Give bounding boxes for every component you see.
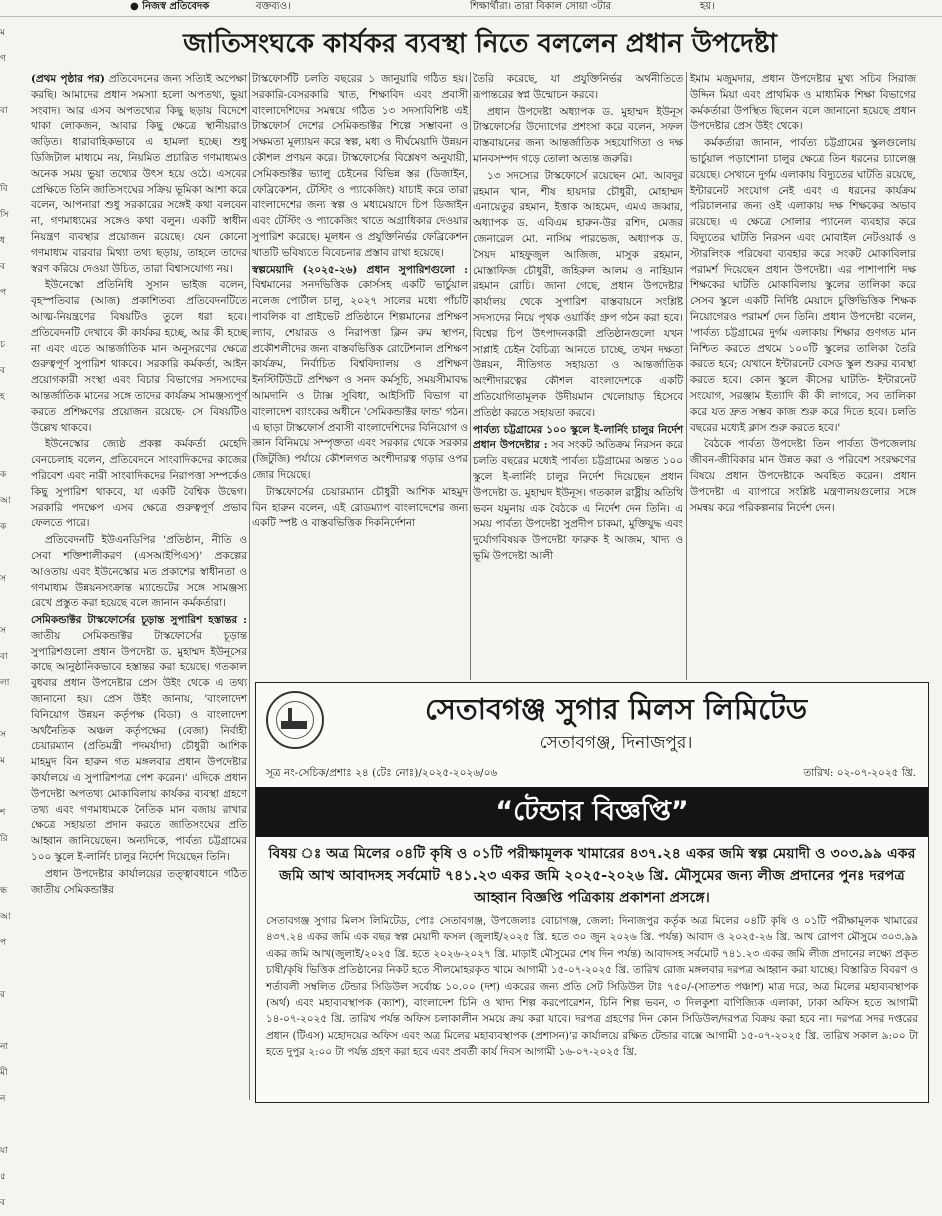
- paragraph: সেমিকন্ডাক্টর টাস্কফোর্সের চূড়ান্ত সুপারিশ হস্তান্তর : জাতীয় সেমিকন্ডাক্টর টাস্কফোর্সের চূড়ান্ত সুপারিশগুলো প্রধান উপদেষ্টা ড. মুহাম্মদ ইউনূসের কাছে আনুষ্ঠানিকভাবে হস্তান্তর করা হয়েছে। গতকাল বুধবার প্রধান উপদেষ্টার প্রেস উইং থেকে এ তথ্য জানানো হয়। প্রেস উইং জানায়, 'বাংলাদেশ বিনিয়োগ উন্নয়ন কর্তৃপক্ষ (বিডা) ও বাংলাদেশ অর্থনৈতিক অঞ্চল কর্তৃপক্ষের (বেজা) নির্বাহী চেয়ারম্যান (প্রতিমন্ত্রী পদমর্যাদা) চৌধুরী আশিক মাহমুদ বিন হারুন গত মঙ্গলবার প্রধান উপদেষ্টার কার্যালয়ে এ সুপারিশপত্র পেশ করেন।' এদিকে প্রধান উপদেষ্টা অপতথ্য মোকাবিলায় কার্যকর ব্যবস্থা গ্রহণে তথ্য এবং গণমাধ্যমকে নৈতিক মান বজায় রাখার ক্ষেত্রে সহায়তা প্রদান করতে জাতিসংঘের প্রতি আহ্বান জানিয়েছেন। অন্যদিকে, পার্বত্য চট্টগ্রামের ১০০ স্কুলে ই-লার্নিং চালুর নির্দেশ দিয়েছেন তিনি।: [31, 614, 247, 864]
- subheading: স্বল্পমেয়াদি (২০২৫-২৬) প্রধান সুপারিশগুলো :: [252, 263, 468, 276]
- subheading: পার্বত্য চট্টগ্রামের ১০০ স্কুলে ই-লার্নিং চালুর নির্দেশ প্রধান উপদেষ্টার :: [473, 423, 683, 452]
- paragraph: স্বল্পমেয়াদি (২০২৫-২৬) প্রধান সুপারিশগুলো : বিশ্বমানের সনদভিত্তিক কোর্সসহ একটি ভার্চুয়াল নলেজ পোর্টাল চালু, ২০২৭ সালের মধ্যে পাঁচটি পাবলিক বা প্রাইভেট প্রতিষ্ঠানে শিল্পমানের প্রশিক্ষণ ল্যাব, শেয়ারড ও নিরাপত্তা ক্লিন রুম স্থাপন, প্রকৌশলীদের জন্য বাস্তবভিত্তিক রোটেশনাল প্রশিক্ষণ কার্যক্রম, নির্বাচিত বিশ্ববিদ্যালয় ও প্রশিক্ষণ ইনস্টিটিউটে প্রশিক্ষণ ও সনদ কর্মসূচি, সময়সীমাবদ্ধ আমদানি ও ট্যাক্স সুবিধা, আইসিটি বিভাগ বা বাংলাদেশ ব্যাংকের অধীনে 'সেমিকন্ডাক্টর ফান্ড' গঠন। এ ছাড়া টাস্কফোর্স প্রবাসী বাংলাদেশিদের বিনিয়োগ ও জ্ঞান বিনিময়ে সম্পৃক্ততা এবং সরকার থেকে সরকার (জিটুজি) পর্যায়ে কৌশলগত অংশীদারত্ব গড়ার ওপর জোর দিয়েছে।: [252, 263, 468, 481]
- ad-body-text: সেতাবগঞ্জ সুগার মিলস লিমিটেড, পোঃ সেতাবগঞ্জ, উপজেলাঃ বোচাগঞ্জ, জেলা: দিনাজপুর কর্তৃক অত্র মিলের ০৪টি কৃষি ও ০১টি পরীক্ষামূলক খামারের ৪৩৭.২৪ একর জমি এক বছর স্বল্প মেয়াদী ফসল (জুলাই/২০২৫ খ্রি. হতে ৩০ জুন ২০২৬ খ্রি. পর্যন্ত) আবাদ ও ২০২৫-২৬ খ্রি. আখ রোপণ মৌসুমে ৩০৩.৯৯ একর জমি আখ(জুলাই/২০২৫ খ্রি. হতে ২০২৬-২০২৭ খ্রি. মাড়াই মৌসুমের শেষ দিন পর্যন্ত) আবাদসহ সর্বমোট ৭৪১.২৩ একর জমি লীজ প্রদানের লক্ষ্যে প্রকৃত চাষী/কৃষি ভিত্তিক প্রতিষ্ঠানের নিকট হতে সীলমোহরকৃত খামে আগামী ১৫-০৭-২০২৫ খ্রি. তারিখ রোজ মঙ্গলবার দরপত্র আহ্বান করা যাচ্ছে। বিস্তারিত বিবরণ ও শর্তাবলী সম্বলিত টেন্ডার সিডিউল সর্বোচ্চ ১০.০০ (দশ) একরের জন্য প্রতি সেট সিডিউল টাঃ ৭৫০/-(সাতশত পঞ্চাশ) মাত্র দরে, অত্র মিলের মহাব্যবস্থাপক (অর্থ) এবং মহাব্যবস্থাপক (ক্যাশ), বাংলাদেশ চিনি ও খাদ্য শিল্প করপোরেশন, চিনি শিল্প ভবন, ৩ দিলকুশা বাণিজ্যিক এলাকা, ঢাকা অফিস হতে আগামী ১৪-০৭-২০২৫ খ্রি. তারিখ পর্যন্ত অফিস চলাকালীন সময়ে ক্রয় করা যাবে। দরপত্র গ্রহণের দিন কোন সিডিউল/দরপত্র বিক্রয় করা হবে না। দরপত্র সদর দপ্তরের প্রধান (টিএস) মহোদয়ের অফিস এবং অত্র মিলের মহাব্যবস্থাপক (প্রশাসন)'র কার্যালয়ে রক্ষিত টেন্ডার বাক্সে আগামী ১৫-০৭-২০২৫ খ্রি. তারিখ সকাল ৯:০০ টা হতে দুপুর ২:০০ টা পর্যন্ত গ্রহণ করা হবে এবং প্রবর্তী কার্য দিবস আগামী ১৬-০৭-২০২৫ খ্রি.: [266, 915, 918, 1059]
- article-column-1: [31, 72, 247, 1100]
- ad-company-name: সেতাবগঞ্জ সুগার মিলস লিমিটেড: [424, 692, 808, 726]
- prev-article-fragment: বক্তব্যও।: [256, 1, 291, 12]
- tender-notice-banner: “টেন্ডার বিজ্ঞপ্তি”: [256, 787, 928, 837]
- prev-article-fragment-right: শিক্ষার্থীরা। তারা বিকাল সোয়া ৩টার: [470, 1, 612, 12]
- subheading: সেমিকন্ডাক্টর টাস্কফোর্সের চূড়ান্ত সুপারিশ হস্তান্তর :: [31, 614, 247, 627]
- column-rule: [249, 72, 250, 1100]
- ad-subject: বিষয় ঃ অত্র মিলের ০৪টি কৃষি ও ০১টি পরীক্ষামূলক খামারের ৪৩৭.২৪ একর জমি স্বল্প মেয়াদী ও ৩০৩.৯৯ একর জমি আখ আবাদসহ সর্বমোট ৭৪১.২৩ একর জমি ২০২৫-২০২৬ খ্রি. মৌসুমের জন্য লীজ প্রদানের পুনঃ দরপত্র আহ্বান বিজ্ঞপ্তি পত্রিকায় প্রকাশনা প্রসঙ্গে।: [268, 846, 916, 906]
- paragraph: টাস্কফোর্সের চেয়ারম্যান চৌধুরী আশিক মাহমুদ বিন হারুন বলেন, এই রোডম্যাপ বাংলাদেশের জন্য একটি স্পষ্ট ও বাস্তবভিত্তিক দিকনির্দেশনা: [252, 485, 468, 530]
- top-strip: [0, 0, 942, 17]
- paragraph: ১৩ সদস্যের টাস্কফোর্সে রয়েছেন মো. আবদুর রহমান খান, শীষ হায়দার চৌধুরী, মোহাম্মদ এনায়েতুর রহমান, ইত্তাক আহমেদ, এমএ জব্বার, অধ্যাপক ড. এবিএম হারুন-উর রশিদ, মেজর জেনারেল মো. নাসিম পারভেজ, অধ্যাপক ড. সৈয়দ মাহফুজুল আজিজ, মাসুক রহমান, মোস্তাফিজ চৌধুরী, জহিরুল আলম ও নাহিয়ান রহমান রোচি। জানা গেছে, প্রধান উপদেষ্টার কার্যালয় থেকে সুপারিশ বাস্তবায়নে সংশ্লিষ্ট সদস্যদের নিয়ে পৃথক ওয়ার্কিং গ্রুপ গঠন করা হবে। বিশ্বের চিপ উৎপাদনকারী প্রতিষ্ঠানগুলো যখন সাপ্লাই চেইন বৈচিত্র্য আনতে চাচ্ছে, তখন দক্ষতা উন্নয়ন, নীতিগত সহায়তা ও আন্তর্জাতিক অংশীদারত্বের কৌশল বাংলাদেশকে একটি প্রতিযোগিতামূলক উদীয়মান খেলোয়াড় হিসেবে প্রতিষ্ঠা করতে সহায়তা করবে।: [473, 169, 683, 419]
- ad-date: তারিখ: ০২-০৭-২০২৫ খ্রি.: [803, 767, 916, 779]
- paragraph: তৈরি করেছে, যা প্রযুক্তিনির্ভর অর্থনীতিতে রূপান্তরের স্বপ্ন উন্মোচন করবে।: [473, 73, 683, 101]
- paragraph: প্রতিবেদনটি ইউএনডিপির 'প্রতিষ্ঠান, নীতি ও সেবা শক্তিশালীকরণ (এসআইপিএস)' প্রকল্পের আওতায় এবং ইউনেস্কোর মত প্রকাশের স্বাধীনতা ও গণমাধ্যম উন্নয়নসংক্রান্ত ম্যান্ডেটের সঙ্গে সামঞ্জস্য রেখে প্রস্তুত করা হয়েছে বলে জানান কর্মকর্তারা।: [31, 534, 247, 610]
- paragraph: প্রধান উপদেষ্টা অধ্যাপক ড. মুহাম্মদ ইউনূস টাস্কফোর্সের উদ্যোগের প্রশংসা করে বলেন, সফল বাস্তবায়নের জন্য আন্তর্জাতিক সহযোগিতা ও দক্ষ মানবসম্পদ গড়ে তোলা অত্যন্ত জরুরি।: [473, 105, 683, 165]
- paragraph: পার্বত্য চট্টগ্রামের ১০০ স্কুলে ই-লার্নিং চালুর নির্দেশ প্রধান উপদেষ্টার : সব সংকট অতিক্রম নিরসন করে চলতি বছরের মধ্যেই পার্বত্য চট্টগ্রামের অন্তত ১০০ স্কুলে ই-লার্নিং চালুর নির্দেশ দিয়েছেন প্রধান উপদেষ্টা ড. মুহাম্মদ ইউনূস। গতকাল রাষ্ট্রীয় অতিথি ভবন যমুনায় এক বৈঠকে এ নির্দেশ দেন তিনি। এ সময় পার্বত্য উপদেষ্টা সুপ্রদীপ চাকমা, মুক্তিযুদ্ধ এবং দুর্যোগবিষয়ক উপদেষ্টা ফারুক ই আজম, খাদ্য ও ভূমি উপদেষ্টা আলী: [473, 423, 683, 562]
- article-column-2: [252, 72, 468, 680]
- paragraph: ইউনেস্কোর জ্যেষ্ঠ প্রকল্প কর্মকর্তা মেহেদি বেনচেলাহ বলেন, প্রতিবেদনে সাংবাদিকদের কাজের পরিবেশ এবং নারী সাংবাদিকদের নিরাপত্তা সম্পর্কেও কিছু সুপারিশ থাকবে, যা একটি বৈশ্বিক উদ্বেগ। সরকারি পদক্ষেপ এসব ক্ষেত্রে গুরুত্বপূর্ণ প্রভাব ফেলতে পারে।: [31, 438, 247, 530]
- adjacent-column-edge: ম গ বা বি সি ধ ব প চ ব হ ক আ ক স স বা লা স ম শ রি ন্ধ আ প র না মী ন যা ৫ ব: [0, 28, 11, 1208]
- paragraph: টাস্কফোর্সটি চলতি বছরের ১ জানুয়ারি গঠিত হয়। সরকারি-বেসরকারি খাত, শিক্ষাবিদ এবং প্রবাসী বাংলাদেশিদের সমন্বয়ে গঠিত ১৩ সদস্যবিশিষ্ট এই টাস্কফোর্স দেশের সেমিকন্ডাক্টর শিল্পে সম্ভাবনা ও সক্ষমতা মূল্যায়ন করে স্বল্প, মধ্য ও দীর্ঘমেয়াদি উন্নয়ন কৌশল প্রণয়ন করে। টাস্কফোর্সের বিশ্লেষণ অনুযায়ী, সেমিকন্ডাক্টর ভ্যালু চেইনের বিভিন্ন স্তর (ডিজাইন, ফেব্রিকেশন, টেস্টিং ও প্যাকেজিং) যাচাই করে তারা বাংলাদেশের জন্য স্বল্প ও মধ্যমেয়াদে চিপ ডিজাইন এবং টেস্টিং ও প্যাকেজিং খাতে অগ্রাধিকার দেওয়ার সুপারিশ করেছে। মূলধন ও প্রযুক্তিনির্ভর ফেব্রিকেশন খাতটি ভবিষ্যতে বিবেচনার প্রস্তাব রাখা হয়েছে।: [252, 73, 468, 259]
- paragraph: বৈঠকে পার্বত্য উপদেষ্টা তিন পার্বত্য উপজেলায় জীবন-জীবিকার মান উন্নত করা ও পরিবেশ সংরক্ষণের বিষয়ে প্রধান উপদেষ্টাকে অবহিত করেন। প্রধান উপদেষ্টা এ ব্যাপারে সংশ্লিষ্ট মন্ত্রণালয়গুলোর সঙ্গে সমন্বয় করে পরিকল্পনার নির্দেশ দেন।: [690, 438, 916, 514]
- paragraph: ইমাম মজুমদার, প্রধান উপদেষ্টার মুখ্য সচিব সিরাজ উদ্দিন মিয়া এবং প্রাথমিক ও মাধ্যমিক শিক্ষা বিভাগের কর্মকর্তারা উপস্থিত ছিলেন বলে জানানো হয়েছে প্রধান উপদেষ্টার প্রেস উইং থেকে।: [690, 73, 916, 133]
- paragraph: কর্মকর্তারা জানান, পার্বত্য চট্টগ্রামের স্কুলগুলোয় ভার্চুয়াল পড়াশোনা চালুর ক্ষেত্রে তিন ধরনের চ্যালেঞ্জ রয়েছে। সেখানে দুর্গম এলাকায় বিদ্যুতের ঘাটতি রয়েছে, ইন্টারনেট সংযোগ নেই এবং এ ধরনের কার্যক্রম পরিচালনার জন্য ওই এলাকায় দক্ষ শিক্ষকের অভাব রয়েছে। এ ক্ষেত্রে সোলার প্যানেল ব্যবহার করে বিদ্যুতের ঘাটতি নিরসন এবং মোবাইল নেটওয়ার্ক ও স্টারলিংক পরিষেবা ব্যবহার করে সংকট মোকাবিলার পরামর্শ দিয়েছেন প্রধান উপদেষ্টা। এর পাশাপাশি দক্ষ শিক্ষকের ঘাটতি মোকাবিলায় স্কুলের তালিকা করে সেসব স্কুলে একটি নির্দিষ্ট মেয়াদে চুক্তিভিত্তিক শিক্ষক নিয়োগেরও পরামর্শ দেন তিনি। প্রধান উপদেষ্টা বলেন, 'পার্বত্য চট্টগ্রামের দুর্গম এলাকায় শিক্ষার গুণগত মান নিশ্চিত করতে প্রথমে ১০০টি স্কুলের তালিকা তৈরি করতে হবে; যেখানে ইন্টারনেট বেসড স্কুল শুরুর ব্যবস্থা করতে হবে। কোন স্কুলে কীসের ঘাটতি- ইন্টারনেট সংযোগ, সরঞ্জাম ইত্যাদি কী কী লাগবে, সব তালিকা করে যত দ্রুত সম্ভব কাজ শুরু করে দিতে হবে। চলতি বছরের মধ্যেই ক্লাস শুরু করতে হবে।': [690, 137, 916, 434]
- paragraph: ইউনেস্কো প্রতিনিধি সুসান ভাইজ বলেন, বৃহস্পতিবার (আজ) প্রকাশিতব্য প্রতিবেদনটিতে আত্ম-নিয়ন্ত্রণের বিষয়টিও তুলে ধরা হবে। প্রতিবেদনটি দেখাবে কী কার্যকর হচ্ছে, আর কী হচ্ছে না এবং এতে আন্তর্জাতিক মান অনুসরণের ক্ষেত্রে গুরুত্বপূর্ণ সুপারিশ থাকবে। সরকারি কর্মকর্তা, আইন প্রয়োগকারী সংস্থা এবং বিচার বিভাগের সদস্যদের আন্তর্জাতিক মানের সঙ্গে তাদের কার্যক্রম সামঞ্জস্যপূর্ণ করতে প্রশিক্ষণের প্রয়োজন রয়েছে- সে বিষয়টিও উল্লেখ থাকবে।: [31, 279, 247, 434]
- tender-advertisement: [255, 682, 929, 1103]
- column-rule: [470, 72, 471, 680]
- ad-reference-number: সূত্র নং-সেচিক/প্রশাঃ ২৪ (টেঃ নোঃ)/২০২৫-২০২৬/০৬: [266, 767, 498, 779]
- headline: জাতিসংঘকে কার্যকর ব্যবস্থা নিতে বললেন প্রধান উপদেষ্টা: [183, 29, 777, 59]
- article-column-3: [473, 72, 683, 680]
- paragraph: (প্রথম পৃষ্ঠার পর) প্রতিবেদনের জন্য সত্যিই অপেক্ষা করছি। আমাদের প্রধান সমস্যা হলো অপতথ্য, ভুয়া সংবাদ। আর এসব অপতথ্যের কিছু ছড়ায় বিদেশে থাকা লোকজন, আবার কিছু ক্ষেত্রে স্থানীয়রাও জড়িত। ধারাবাহিকভাবে এ হামলা হচ্ছে। শুধু ডিজিটাল মাধ্যমে নয়, নিয়মিত প্রচারিত গণমাধ্যমও অনেক সময় ভুয়া তথ্যের উৎস হয়ে ওঠে। এসবের প্রেক্ষিতে তিনি জাতিসংঘের সক্রিয় ভূমিকা আশা করে বলেন, আপনারা শুধু সরকারের সঙ্গেই কথা বলবেন না, গণমাধ্যমের সঙ্গেও কথা বলুন। একটি স্বাধীন নিয়ন্ত্রণ ব্যবস্থার প্রয়োজন রয়েছে। যেন কোনো গণমাধ্যম বারবার মিথ্যা তথ্য ছড়ায়, তাহলে তাদের স্বরণ করিয়ে দেওয়া উচিত, তারা বিশ্বাসযোগ্য নয়।: [31, 73, 247, 275]
- sugar-mill-logo-icon: [266, 691, 324, 749]
- ad-location: সেতাবগঞ্জ, দিনাজপুর।: [539, 733, 693, 753]
- prev-article-fragment-far-right: হয়।: [700, 1, 715, 12]
- continuation-label: (প্রথম পৃষ্ঠার পর): [31, 73, 105, 85]
- column-rule: [686, 72, 687, 680]
- byline: ● নিজস্ব প্রতিবেদক: [130, 1, 210, 12]
- paragraph: প্রধান উপদেষ্টার কার্যালয়ের তত্ত্বাবধানে গঠিত জাতীয় সেমিকন্ডাক্টর: [31, 867, 247, 896]
- article-column-4: [690, 72, 916, 680]
